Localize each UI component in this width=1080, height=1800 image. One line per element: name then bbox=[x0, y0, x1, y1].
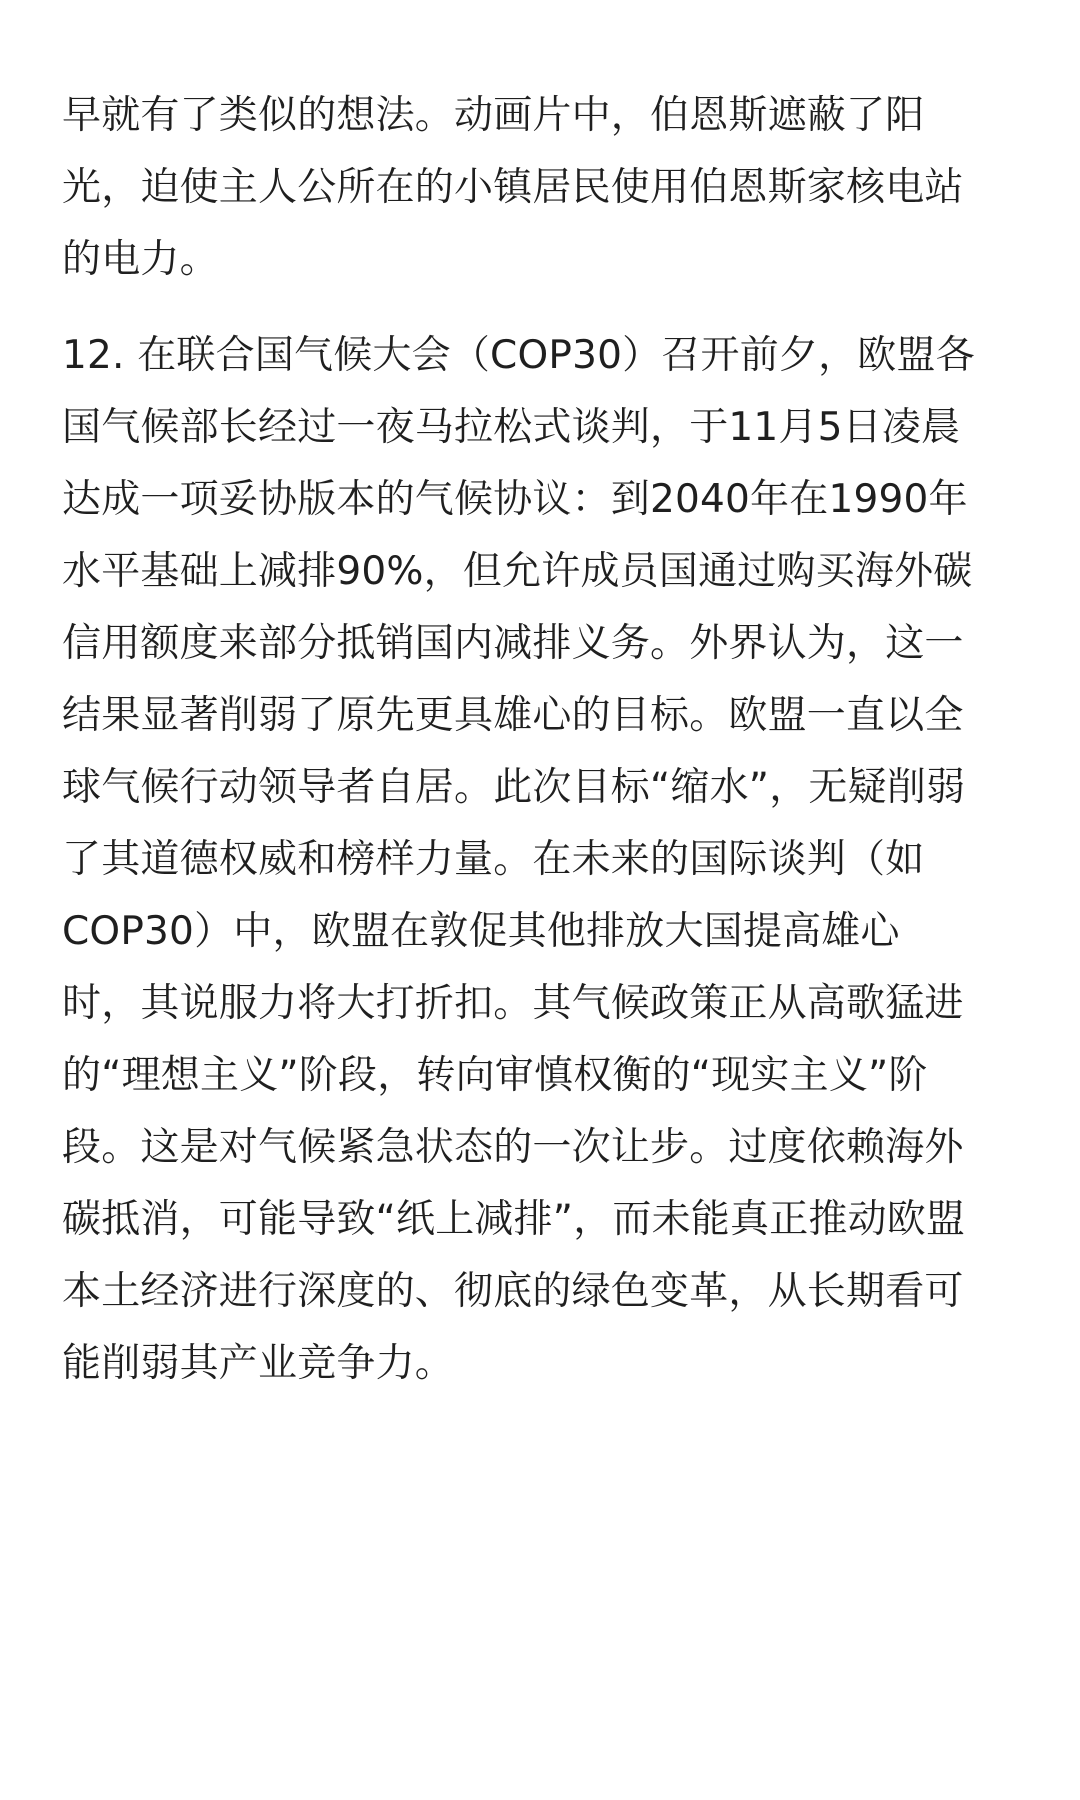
paragraph-2-line-3: 达成一项妥协版本的气候协议：到2040年在1990年 bbox=[62, 477, 968, 522]
paragraph-2-line-15: 能削弱其产业竞争力。 bbox=[62, 1341, 455, 1386]
paragraph-2-line-6: 结果显著削弱了原先更具雄心的目标。欧盟一直以全 bbox=[62, 693, 964, 738]
article-content bbox=[62, 80, 1037, 1400]
paragraph-1-line-3: 的电力。 bbox=[62, 237, 219, 282]
paragraph-2-line-1: 12. 在联合国气候大会（COP30）召开前夕，欧盟各 bbox=[62, 333, 975, 378]
paragraph-2-line-10: 时，其说服力将大打折扣。其气候政策正从高歌猛进 bbox=[62, 981, 964, 1026]
paragraph-2-line-5: 信用额度来部分抵销国内减排义务。外界认为，这一 bbox=[62, 621, 964, 666]
paragraph-2-line-7: 球气候行动领导者自居。此次目标“缩水”，无疑削弱 bbox=[62, 765, 966, 810]
article-paragraph-1 bbox=[62, 80, 1037, 296]
paragraph-2-line-8: 了其道德权威和榜样力量。在未来的国际谈判（如 bbox=[62, 837, 925, 882]
paragraph-2-line-13: 碳抵消，可能导致“纸上减排”，而未能真正推动欧盟 bbox=[62, 1197, 966, 1242]
article-paragraph-2 bbox=[62, 320, 1037, 1400]
paragraph-2-line-12: 段。这是对气候紧急状态的一次让步。过度依赖海外 bbox=[62, 1125, 964, 1170]
paragraph-1-line-1: 早就有了类似的想法。动画片中，伯恩斯遮蔽了阳 bbox=[62, 93, 925, 138]
paragraph-2-line-9: COP30）中，欧盟在敦促其他排放大国提高雄心 bbox=[62, 909, 900, 954]
paragraph-2-line-4: 水平基础上减排90%，但允许成员国通过购买海外碳 bbox=[62, 549, 973, 594]
paragraph-1-line-2: 光，迫使主人公所在的小镇居民使用伯恩斯家核电站 bbox=[62, 165, 964, 210]
paragraph-2-line-2: 国气候部长经过一夜马拉松式谈判，于11月5日凌晨 bbox=[62, 405, 961, 450]
paragraph-2-line-11: 的“理想主义”阶段，转向审慎权衡的“现实主义”阶 bbox=[62, 1053, 928, 1098]
paragraph-2-line-14: 本土经济进行深度的、彻底的绿色变革，从长期看可 bbox=[62, 1269, 964, 1314]
